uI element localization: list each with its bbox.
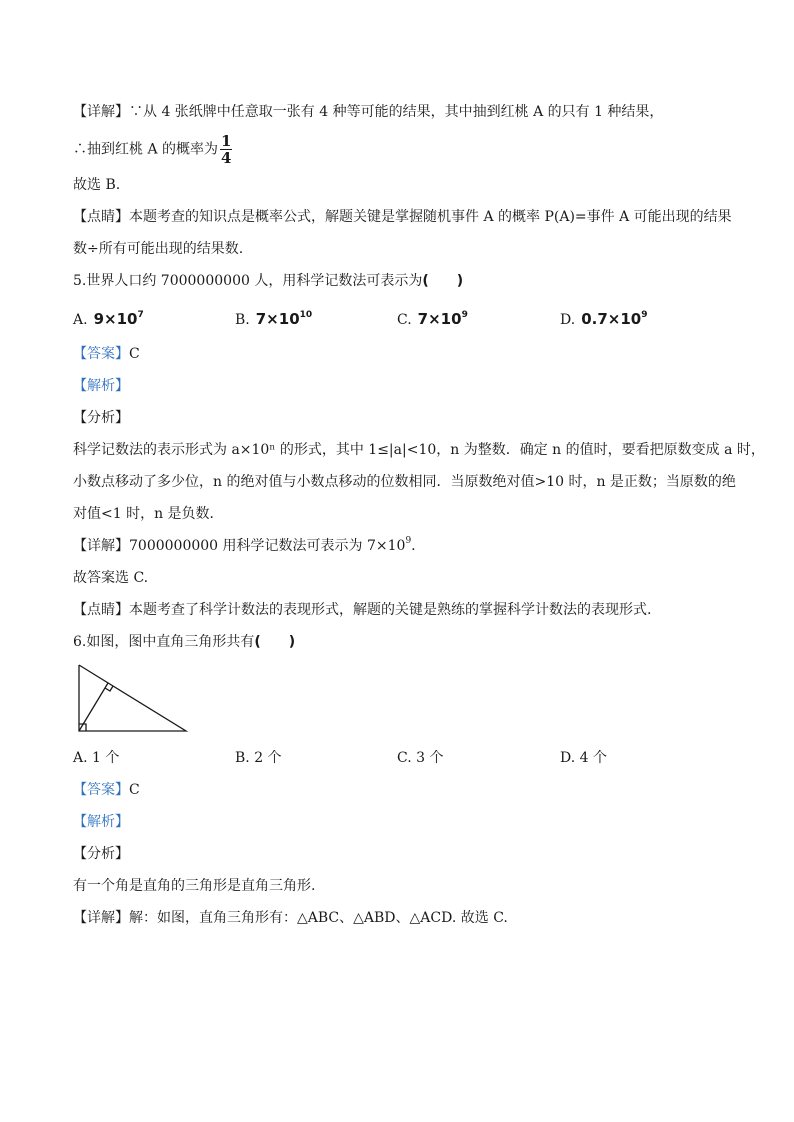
q6-analysis-tag: 【解析】 <box>73 814 129 830</box>
q5-option-d[interactable] <box>560 309 647 330</box>
q4-conclusion: 故选 B. <box>73 177 121 193</box>
q5-paren-open: ( <box>422 273 429 289</box>
q5-detail <box>73 536 733 556</box>
q5-detail-exponent: 9 <box>405 536 412 546</box>
option-label: C. <box>397 312 412 328</box>
q6-paren-close: ) <box>288 634 296 650</box>
fraction-one-quarter <box>220 133 232 166</box>
q4-detail-line2-text: ∴抽到红桃 A 的概率为 <box>73 141 219 158</box>
q6-fenxi-line1: 有一个角是直角的三角形是直角三角形. <box>73 878 316 894</box>
q5-fenxi-line2: 小数点移动了多少位，n 的绝对值与小数点移动的位数相同．当原数绝对值>10 时，n 是正数；当原数的绝 <box>73 474 736 490</box>
q6-question <box>73 632 733 652</box>
q5-option-b[interactable] <box>235 309 312 330</box>
q6-option-a[interactable]: A. 1 个 <box>73 750 120 766</box>
answer-tag: 【答案】 <box>73 782 129 798</box>
option-expression: 9×10 <box>93 310 138 328</box>
q5-answer <box>73 344 733 364</box>
q6-answer <box>73 780 733 800</box>
right-triangle-figure <box>74 661 190 735</box>
q5-question <box>73 271 733 291</box>
option-label: D. <box>560 312 576 328</box>
q6-option-b[interactable]: B. 2 个 <box>235 750 282 766</box>
option-expression: 7×10 <box>255 310 300 328</box>
q5-comment: 【点睛】本题考查了科学计数法的表现形式，解题的关键是熟练的掌握科学计数法的表现形式. <box>73 602 652 618</box>
q5-option-a[interactable] <box>73 309 144 330</box>
q5-question-text: 5.世界人口约 7000000000 人，用科学记数法可表示为 <box>73 273 423 289</box>
fraction-numerator: 1 <box>221 132 232 150</box>
option-label: A. <box>73 312 88 328</box>
option-expression: 7×10 <box>417 310 462 328</box>
fraction-denominator: 4 <box>221 149 232 167</box>
q5-fenxi-line3: 对值<1 时，n 是负数． <box>73 506 224 522</box>
q6-option-d[interactable]: D. 4 个 <box>560 750 607 766</box>
option-label: B. <box>235 312 250 328</box>
q6-option-c[interactable]: C. 3 个 <box>397 750 444 766</box>
option-expression: 0.7×10 <box>581 310 642 328</box>
option-exponent: 9 <box>461 310 468 320</box>
triangle-outline <box>79 665 186 731</box>
q5-fenxi-tag: 【分析】 <box>73 410 129 426</box>
q6-paren-open: ( <box>254 634 261 650</box>
q4-detail-line2 <box>73 133 733 166</box>
q4-detail-line1: 【详解】∵从 4 张纸牌中任意取一张有 4 种等可能的结果，其中抽到红桃 A 的只有 1 种结果， <box>73 104 664 120</box>
q5-detail-text: 【详解】7000000000 用科学记数法可表示为 7×10 <box>73 538 406 554</box>
q4-comment-line2: 数÷所有可能出现的结果数. <box>73 241 244 257</box>
option-exponent: 9 <box>641 310 648 320</box>
option-exponent: 10 <box>299 310 313 320</box>
q5-analysis-tag: 【解析】 <box>73 378 129 394</box>
q5-option-c[interactable] <box>397 309 468 330</box>
q4-comment-line1: 【点睛】本题考查的知识点是概率公式，解题关键是掌握随机事件 A 的概率 P(A)=事件 A 可能出现的结果 <box>73 209 732 225</box>
q6-detail: 【详解】解：如图，直角三角形有：△ABC、△ABD、△ACD. 故选 C. <box>73 910 508 926</box>
q6-fenxi-tag: 【分析】 <box>73 846 129 862</box>
q5-conclusion: 故答案选 C. <box>73 570 149 586</box>
q5-fenxi-line1: 科学记数法的表示形式为 a×10ⁿ 的形式，其中 1≤|a|<10，n 为整数．确定 n 的值时，要看把原数变成 a 时， <box>73 442 765 458</box>
q5-paren-close: ) <box>456 273 464 289</box>
answer-tag: 【答案】 <box>73 346 129 362</box>
q5-detail-suffix: . <box>411 538 416 554</box>
q6-question-text: 6.如图，图中直角三角形共有 <box>73 634 255 650</box>
answer-value: C <box>129 782 140 798</box>
option-exponent: 7 <box>137 310 144 320</box>
answer-value: C <box>129 346 140 362</box>
